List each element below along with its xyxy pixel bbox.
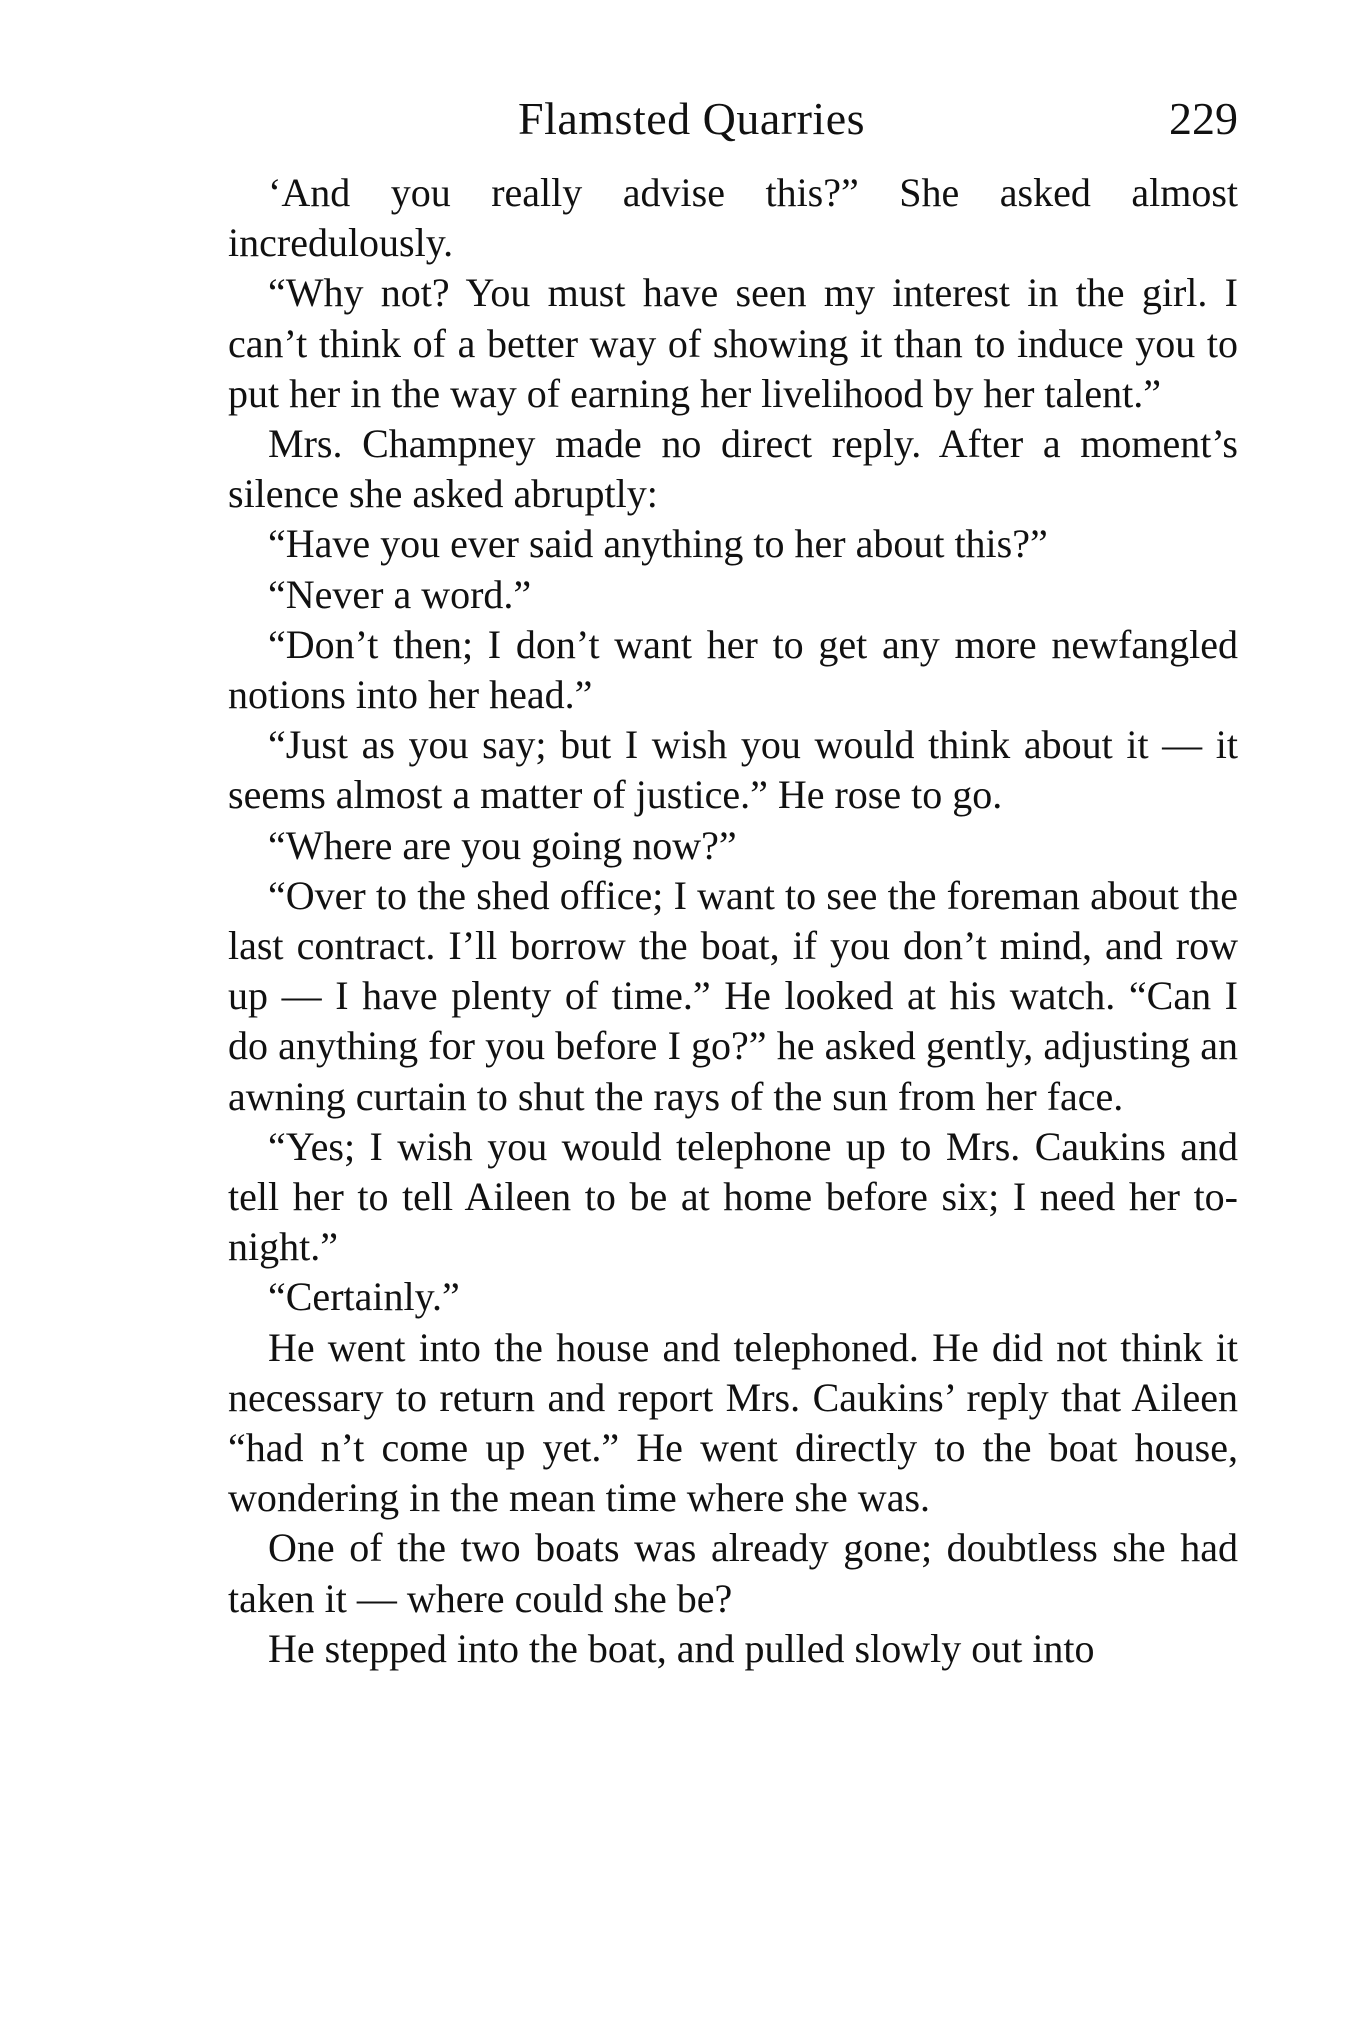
paragraph: “Don’t then; I don’t want her to get any more newfangled notions into her head.” [228,621,1238,718]
paragraph: “Certainly.” [268,1274,460,1320]
paragraph: Mrs. Champney made no direct reply. After a moment’s silence she asked abruptly: [228,421,1238,517]
paragraph: “Just as you say; but I wish you would think about it — it seems almost a matter of justice.” He rose to go. [228,722,1238,818]
body-text [228,168,1238,1674]
running-title: Flamsted Quarries [518,93,866,144]
paragraph: ‘And you really advise this?” She asked almost incredulously. [228,170,1238,266]
page-number: 229 [1169,93,1238,144]
paragraph: One of the two boats was already gone; doubtless she had taken it — where could she be? [228,1525,1238,1621]
paragraph: “Have you ever said anything to her about this?” [268,521,1048,567]
paragraph: “Yes; I wish you would telephone up to Mrs. Caukins and tell her to tell Aileen to be at home before six; I need her to-night.” [228,1123,1238,1270]
paragraph: “Where are you going now?” [268,822,737,868]
paragraph: He went into the house and telephoned. He did not think it necessary to return and report Mrs. Caukins’ reply that Aileen “had n’t come up yet.” He went directly to the boat house, wondering in the mean time where she was. [228,1324,1238,1521]
paragraph: “Over to the shed office; I want to see the foreman about the last contract. I’ll borrow the boat, if you don’t mind, and row up — I have plenty of time.” He looked at his watch. “Can I do anything for you before I go?” he asked gently, adjusting an awning curtain to shut the rays of the sun from her face. [228,872,1238,1119]
running-head [228,92,1238,152]
paragraph: “Never a word.” [268,571,532,617]
paragraph: “Why not? You must have seen my interest in the girl. I can’t think of a better way of showing it than to induce you to put her in the way of earning her livelihood by her talent.” [228,270,1238,416]
paragraph: He stepped into the boat, and pulled slowly out into [268,1625,1095,1671]
